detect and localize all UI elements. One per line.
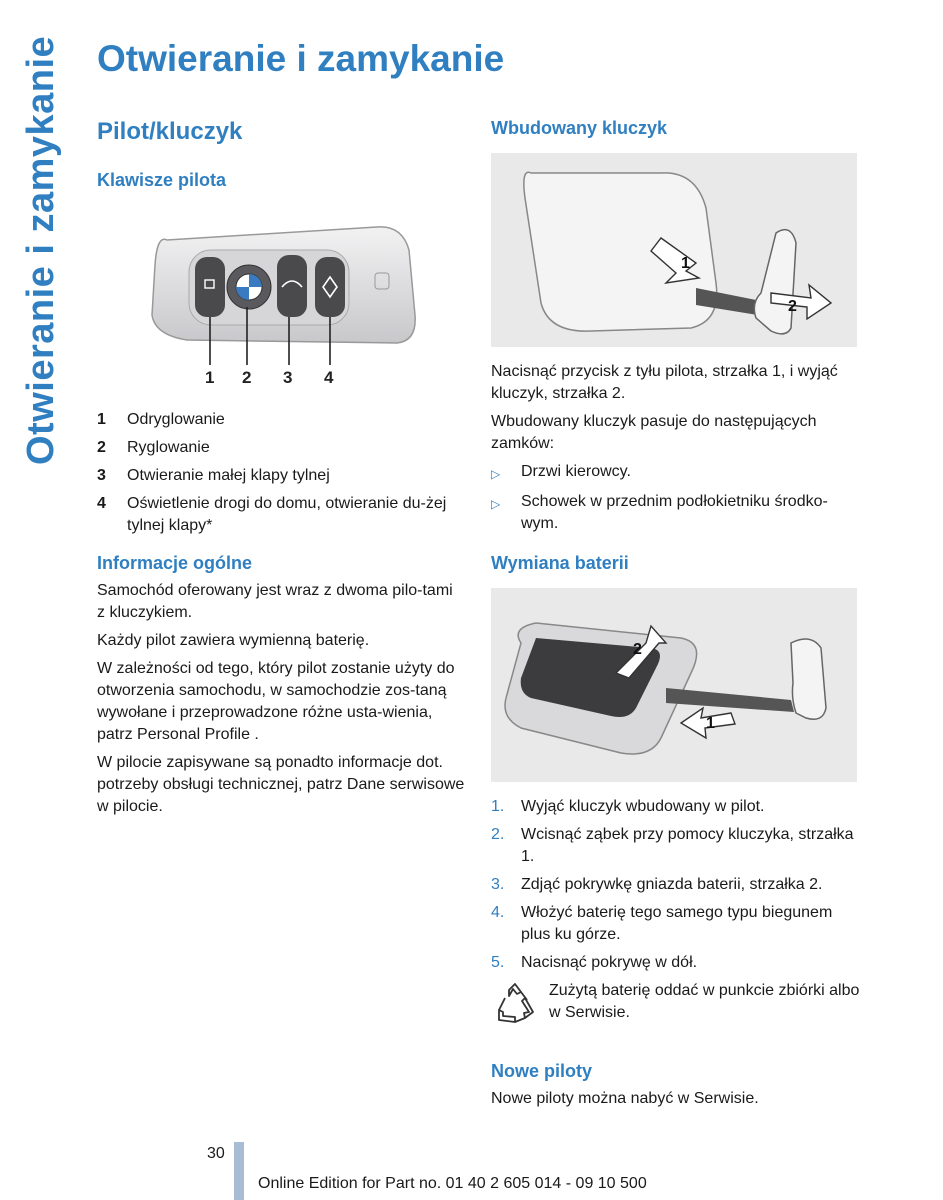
- list-item: 5. Nacisnąć pokrywę w dół.: [491, 954, 698, 971]
- lock-list: [491, 461, 861, 535]
- remote-key-illustration: [97, 205, 465, 395]
- paragraph: W zależności od tego, który pilot zostanie użyty do otworzenia samochodu, w samochodzie zos-taną wywołane i przeprowadzone różne usta-wienia, patrz Personal Profile .: [97, 660, 455, 743]
- heading-pilot-kluczyk: Pilot/kluczyk: [97, 118, 243, 145]
- list-item: 1. Wyjąć kluczyk wbudowany w pilot.: [491, 798, 765, 815]
- heading-wymiana-baterii: Wymiana baterii: [491, 553, 629, 573]
- paragraph: W pilocie zapisywane są ponadto informacje dot. potrzeby obsługi technicznej, patrz Dane serwisowe w pilocie.: [97, 754, 465, 815]
- integrated-key-figure: [491, 153, 857, 347]
- side-chapter-title: [20, 35, 66, 465]
- figure1-label-1: 1: [681, 255, 690, 272]
- heading-nowe-piloty: Nowe piloty: [491, 1061, 593, 1081]
- trunk-button-shape: [277, 255, 307, 317]
- list-item: 3 Otwieranie małej klapy tylnej: [97, 467, 330, 484]
- integrated-key-illustration: [491, 153, 857, 347]
- paragraph: Nacisnąć przycisk z tyłu pilota, strzałka 1, i wyjąć kluczyk, strzałka 2.: [491, 363, 838, 402]
- list-item: 4 Oświetlenie drogi do domu, otwieranie du-żej tylnej klapy*: [97, 495, 447, 534]
- unlock-button-shape: [195, 257, 225, 317]
- paragraph: Samochód oferowany jest wraz z dwoma pilo-tami z kluczykiem.: [97, 582, 453, 621]
- recycle-icon: [491, 980, 549, 1033]
- list-item: 3. Zdjąć pokrywkę gniazda baterii, strzałka 2.: [491, 876, 823, 893]
- key-legend-list: [97, 409, 465, 537]
- paragraph: Każdy pilot zawiera wymienną baterię.: [97, 632, 370, 649]
- recycle-text: Zużytą baterię oddać w punkcie zbiórki albo w Serwisie.: [549, 982, 860, 1021]
- figure-label-1: 1: [205, 368, 215, 387]
- battery-illustration: [491, 588, 857, 782]
- figure2-label-2: 2: [633, 641, 642, 658]
- list-item: 1 Odryglowanie: [97, 411, 225, 428]
- heading-wbudowany-kluczyk: Wbudowany kluczyk: [491, 118, 668, 138]
- heading-informacje-ogolne: Informacje ogólne: [97, 553, 253, 573]
- triangle-bullet-icon: ▷: [491, 467, 501, 481]
- right-column: [491, 118, 861, 1110]
- footer-bar: [234, 1142, 244, 1200]
- page-number: 30: [207, 1145, 225, 1162]
- list-item: 2. Wcisnąć ząbek przy pomocy kluczyka, strzałka 1.: [491, 826, 854, 865]
- figure-label-2: 2: [242, 368, 252, 387]
- triangle-bullet-icon: ▷: [491, 497, 501, 511]
- list-item: ▷ Drzwi kierowcy.: [491, 461, 861, 485]
- list-item: 4. Włożyć baterię tego samego typu biegunem plus ku górze.: [491, 904, 833, 943]
- battery-steps-list: [491, 796, 861, 974]
- list-item: ▷ Schowek w przednim podłokietniku środko-wym.: [491, 491, 861, 535]
- left-column: [97, 118, 465, 818]
- light-button-shape: [315, 257, 345, 317]
- paragraph: Nowe piloty można nabyć w Serwisie.: [491, 1090, 759, 1107]
- figure2-label-1: 1: [706, 715, 715, 732]
- figure-label-4: 4: [324, 368, 334, 387]
- side-chapter-title-text: Otwieranie i zamykanie: [20, 35, 62, 465]
- heading-klawisze-pilota: Klawisze pilota: [97, 170, 227, 190]
- paragraph: Wbudowany kluczyk pasuje do następujących zamków:: [491, 413, 817, 452]
- list-item: 2 Ryglowanie: [97, 439, 210, 456]
- footer-edition: Online Edition for Part no. 01 40 2 605 014 - 09 10 500: [258, 1175, 647, 1192]
- recycle-note: [491, 980, 861, 1033]
- figure1-label-2: 2: [788, 298, 797, 315]
- battery-figure: [491, 588, 857, 782]
- remote-keys-figure: [97, 205, 465, 395]
- page-title: Otwieranie i zamykanie: [97, 38, 505, 79]
- figure-label-3: 3: [283, 368, 293, 387]
